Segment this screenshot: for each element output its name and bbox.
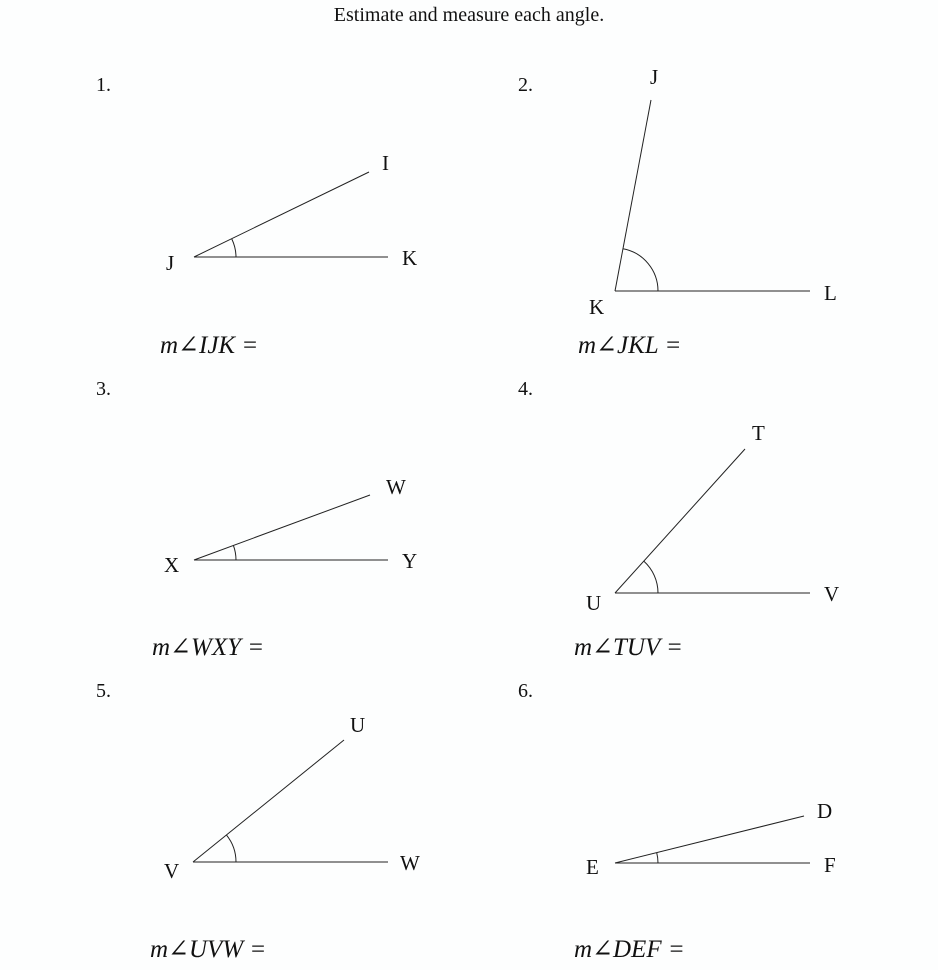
vertex-label: V <box>164 859 180 883</box>
problem-number: 5. <box>96 680 111 702</box>
measure-label: m∠UVW = <box>150 936 267 963</box>
angle-arc <box>644 561 658 593</box>
measure-label: m∠DEF = <box>574 936 685 963</box>
angle-figure <box>512 364 932 664</box>
ray-a-label: D <box>817 799 833 823</box>
ray-b-label: F <box>824 853 836 877</box>
vertex-label: X <box>164 553 180 577</box>
problem-number: 6. <box>518 680 533 702</box>
vertex-label: E <box>586 855 599 879</box>
problem-6 <box>512 666 932 966</box>
problem-number: 4. <box>518 378 533 400</box>
ray-vertex-to-a <box>194 172 369 257</box>
problem-1 <box>90 60 510 360</box>
problem-3 <box>90 364 510 664</box>
angle-arc <box>657 853 658 863</box>
problem-2 <box>512 60 932 360</box>
angle-figure <box>90 666 510 966</box>
angle-arc <box>226 835 236 862</box>
ray-vertex-to-a <box>193 740 344 862</box>
problem-number: 1. <box>96 74 111 96</box>
ray-b-label: V <box>824 582 840 606</box>
angle-figure <box>512 60 932 360</box>
angle-figure <box>90 60 510 360</box>
ray-b-label: W <box>400 851 420 875</box>
angle-arc <box>233 545 236 560</box>
angle-arc <box>232 239 236 257</box>
measure-label: m∠JKL = <box>578 332 682 359</box>
ray-a-label: W <box>386 475 406 499</box>
vertex-label: K <box>589 295 605 319</box>
ray-a-label: I <box>382 151 389 175</box>
angle-figure <box>512 666 932 966</box>
ray-b-label: K <box>402 246 418 270</box>
problem-number: 3. <box>96 378 111 400</box>
angle-arc <box>623 249 658 291</box>
ray-vertex-to-a <box>194 495 370 560</box>
ray-vertex-to-a <box>615 100 651 291</box>
ray-b-label: Y <box>402 549 418 573</box>
angle-figure <box>90 364 510 664</box>
measure-label: m∠TUV = <box>574 634 683 661</box>
worksheet-title: Estimate and measure each angle. <box>333 4 605 26</box>
measure-label: m∠IJK = <box>160 332 259 359</box>
ray-b-label: L <box>824 281 837 305</box>
ray-a-label: U <box>350 713 366 737</box>
problem-number: 2. <box>518 74 533 96</box>
vertex-label: U <box>586 591 602 615</box>
measure-label: m∠WXY = <box>152 634 265 661</box>
vertex-label: J <box>166 251 175 275</box>
ray-vertex-to-a <box>615 449 745 593</box>
ray-a-label: J <box>650 65 659 89</box>
problem-4 <box>512 364 932 664</box>
ray-a-label: T <box>752 421 765 445</box>
problem-5 <box>90 666 510 966</box>
ray-vertex-to-a <box>615 816 804 863</box>
